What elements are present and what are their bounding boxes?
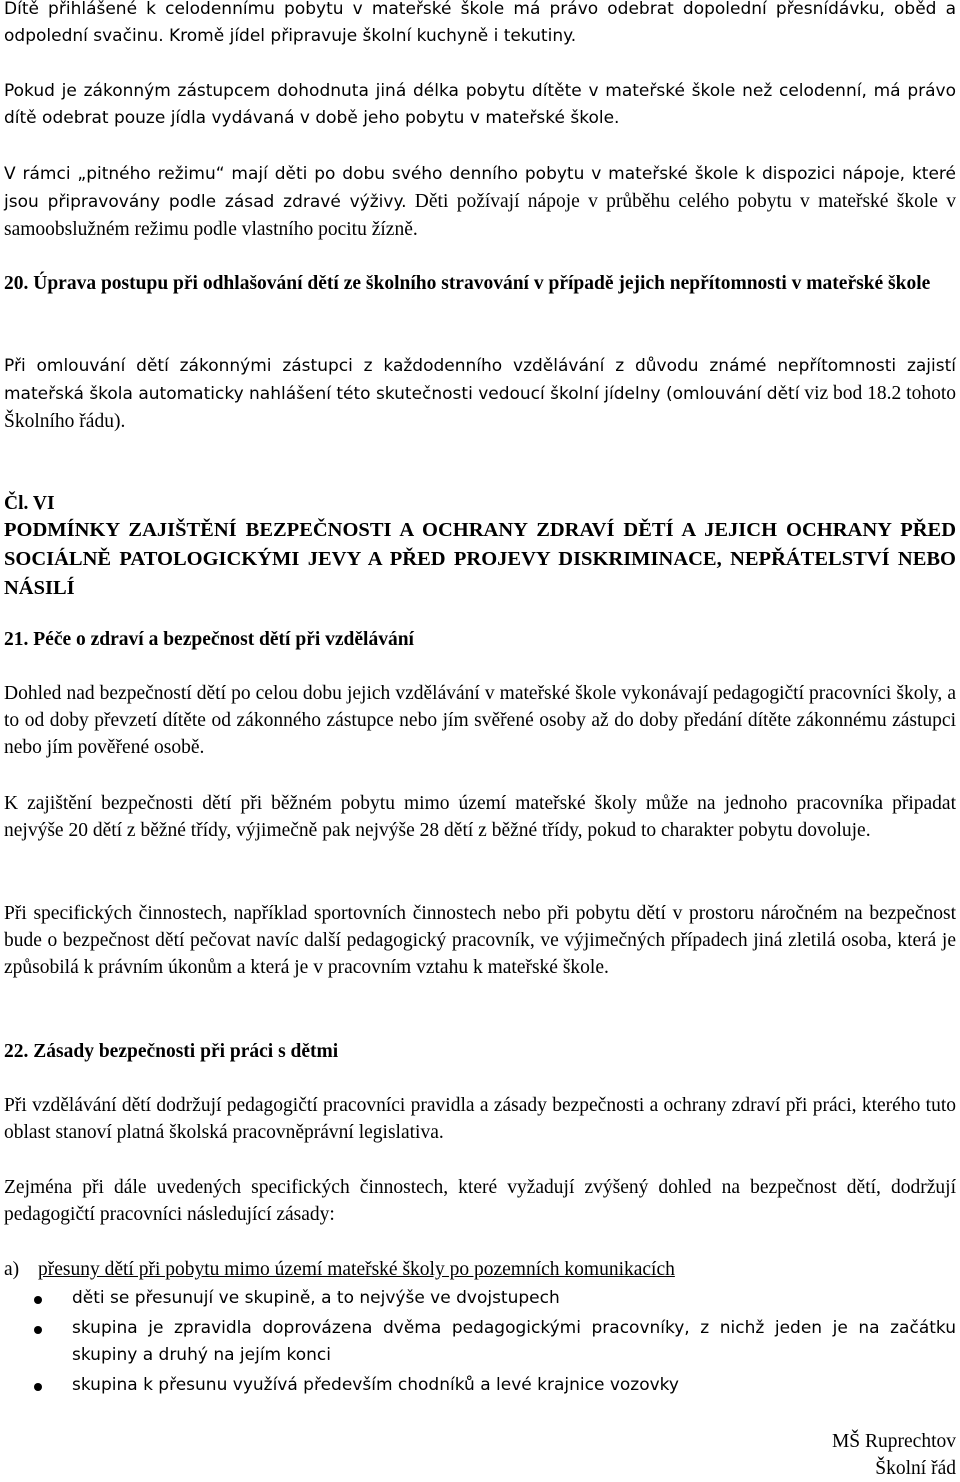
bullet-text: děti se přesunují ve skupině, a to nejvýše ve dvojstupech [72, 1288, 560, 1308]
section-20-body [4, 352, 956, 435]
footer-school-name: MŠ Ruprechtov [831, 1431, 956, 1452]
drinking-regime-text-2: Děti požívají nápoje v průběhu celého pobytu v mateřské škole v samoobslužném režimu podle vlastního pocitu žízně. [4, 191, 956, 240]
section-22-paragraph-1: Při vzdělávání dětí dodržují pedagogičtí pracovníci pravidla a zásady bezpečnosti a ochrany zdraví při práci, kterého tuto oblast stanoví platná školská pracovněprávní legislativa. [4, 1095, 956, 1143]
intro-paragraph-1: Dítě přihlášené k celodennímu pobytu v mateřské škole má právo odebrat dopolední přesnídávku, oběd a odpolední svačinu. Kromě jídel připravuje školní kuchyně i tekutiny. [4, 0, 956, 46]
section-20-body-text: Při omlouvání dětí zákonnými zástupci z každodenního vzdělávání z důvodu známé nepřítomnosti zajistí mateřská škola automaticky nahlášení této skutečnosti vedoucí školní jídelny (omlouvání dětí [4, 356, 956, 404]
section-20-heading: 20. Úprava postupu při odhlašování dětí ze školního stravování v případě jejich nepřítomnosti v mateřské škole [4, 273, 931, 294]
bullet-item [4, 1372, 956, 1399]
drinking-regime-text: V rámci „pitného režimu“ mají děti po dobu svého denního pobytu v mateřské škole k dispozici nápoje, které jsou připravovány podle zásad zdravé výživy. [4, 164, 956, 212]
footer-document-name: Školní řád [875, 1458, 956, 1479]
bullet-dot-icon [34, 1383, 42, 1391]
bullet-text: skupina je zpravidla doprovázena dvěma pedagogickými pracovníky, z nichž jeden je na začátku skupiny a druhý na jejím konci [72, 1318, 956, 1365]
bullet-text: skupina k přesunu využívá především chodníků a levé krajnice vozovky [72, 1375, 679, 1395]
section-21-paragraph-1: Dohled nad bezpečností dětí po celou dobu jejich vzdělávání v mateřské škole vykonávají pedagogičtí pracovníci školy, a to od doby převzetí dítěte od zákonného zástupce nebo jím svěřené osoby až do doby předání dítěte zákonnému zástupci nebo jím pověřené osobě. [4, 683, 956, 758]
list-item-a-label: a) [4, 1259, 20, 1280]
section-20-body-text-2: viz bod 18.2 tohoto Školního řádu). [4, 383, 956, 432]
section-22-heading: 22. Zásady bezpečnosti při práci s dětmi [4, 1041, 339, 1062]
bullet-dot-icon [34, 1296, 42, 1304]
intro-paragraph-3 [4, 160, 956, 243]
article-number: Čl. VI [4, 493, 55, 514]
bullet-list [4, 1285, 956, 1399]
list-item-a [4, 1256, 956, 1283]
page-footer [832, 1428, 956, 1482]
section-22-paragraph-2: Zejména při dále uvedených specifických činnostech, které vyžadují zvýšený dohled na bezpečnost dětí, dodržují pedagogičtí pracovníci následující zásady: [4, 1177, 956, 1225]
intro-paragraph-2: Pokud je zákonným zástupcem dohodnuta jiná délka pobytu dítěte v mateřské škole než celodenní, má právo dítě odebrat pouze jídla vydávaná v době jeho pobytu v mateřské škole. [4, 81, 956, 128]
article-title: PODMÍNKY ZAJIŠTĚNÍ BEZPEČNOSTI A OCHRANY ZDRAVÍ DĚTÍ A JEJICH OCHRANY PŘED SOCIÁLNĚ PATOLOGICKÝMI JEVY A PŘED PROJEVY DISKRIMINACE, NEPŘÁTELSTVÍ NEBO NÁSILÍ [4, 519, 956, 599]
bullet-item [4, 1285, 956, 1312]
section-21-paragraph-3: Při specifických činnostech, například sportovních činnostech nebo při pobytu dětí v prostoru náročném na bezpečnost bude o bezpečnost dětí pečovat navíc další pedagogický pracovník, ve výjimečných případech jiná zletilá osoba, která je způsobilá k právním úkonům a která je v pracovním vztahu k mateřské škole. [4, 903, 956, 978]
list-item-a-title: přesuny dětí při pobytu mimo území mateřské školy po pozemních komunikacích [38, 1259, 675, 1280]
section-21-paragraph-2: K zajištění bezpečnosti dětí při běžném pobytu mimo území mateřské školy může na jednoho pracovníka připadat nejvýše 20 dětí z běžné třídy, výjimečně pak nejvýše 28 dětí z běžné třídy, pokud to charakter pobytu dovoluje. [4, 793, 956, 841]
bullet-dot-icon [34, 1326, 42, 1334]
bullet-item [4, 1315, 956, 1369]
section-21-heading: 21. Péče o zdraví a bezpečnost dětí při vzdělávání [4, 629, 414, 650]
